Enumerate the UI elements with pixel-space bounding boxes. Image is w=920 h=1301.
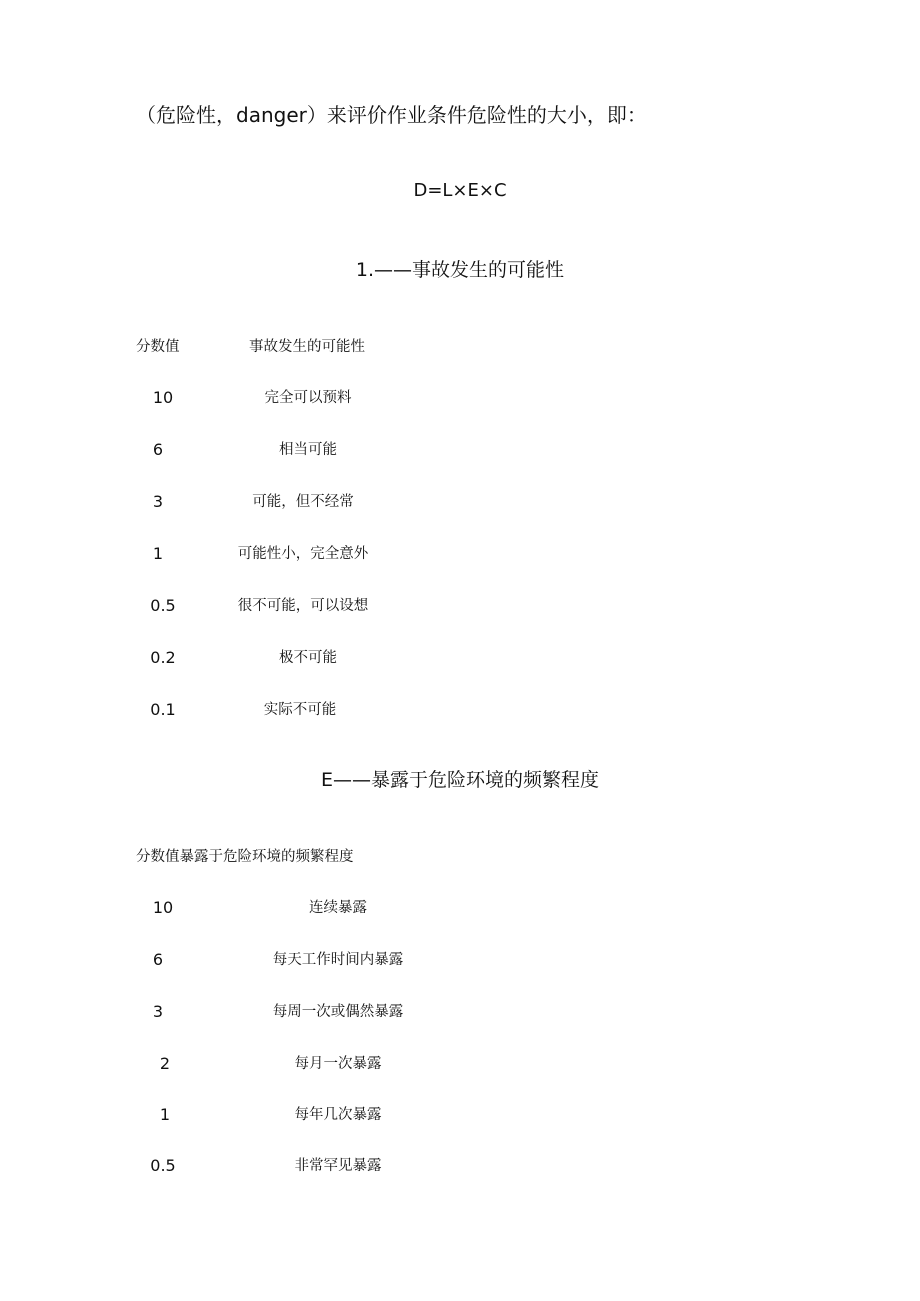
score-value: 0.1 — [150, 700, 176, 719]
exposure-description: 连续暴露 — [309, 900, 367, 916]
intro-paragraph: （危险性，danger）来评价作业条件危险性的大小，即： — [136, 103, 647, 127]
section-l-header-desc: 事故发生的可能性 — [249, 339, 365, 355]
score-value: 10 — [152, 388, 174, 407]
score-value: 6 — [152, 950, 164, 969]
likelihood-description: 可能，但不经常 — [252, 494, 354, 510]
score-value: 3 — [152, 1002, 164, 1021]
likelihood-description: 极不可能 — [279, 650, 337, 666]
section-e-header: 分数值暴露于危险环境的频繁程度 — [136, 849, 354, 865]
section-l-header-score: 分数值 — [136, 339, 180, 355]
score-value: 6 — [152, 440, 164, 459]
score-value: 0.5 — [150, 596, 176, 615]
score-value: 0.2 — [150, 648, 176, 667]
exposure-description: 每天工作时间内暴露 — [272, 952, 404, 968]
score-value: 10 — [152, 898, 174, 917]
score-value: 1 — [159, 1105, 171, 1124]
likelihood-description: 相当可能 — [279, 442, 337, 458]
likelihood-description: 很不可能，可以设想 — [237, 598, 369, 614]
exposure-description: 每月一次暴露 — [294, 1056, 382, 1072]
score-value: 2 — [159, 1054, 171, 1073]
score-value: 1 — [152, 544, 164, 563]
score-value: 0.5 — [150, 1156, 176, 1175]
likelihood-description: 实际不可能 — [263, 702, 337, 718]
likelihood-description: 可能性小，完全意外 — [237, 546, 369, 562]
exposure-description: 每年几次暴露 — [294, 1107, 382, 1123]
exposure-description: 每周一次或偶然暴露 — [272, 1004, 404, 1020]
likelihood-description: 完全可以预料 — [264, 390, 352, 406]
score-value: 3 — [152, 492, 164, 511]
section-e-heading: E——暴露于危险环境的频繁程度 — [320, 769, 599, 791]
section-l-heading: 1.——事故发生的可能性 — [355, 259, 565, 281]
danger-formula: D=L×E×C — [413, 180, 507, 201]
exposure-description: 非常罕见暴露 — [294, 1158, 382, 1174]
